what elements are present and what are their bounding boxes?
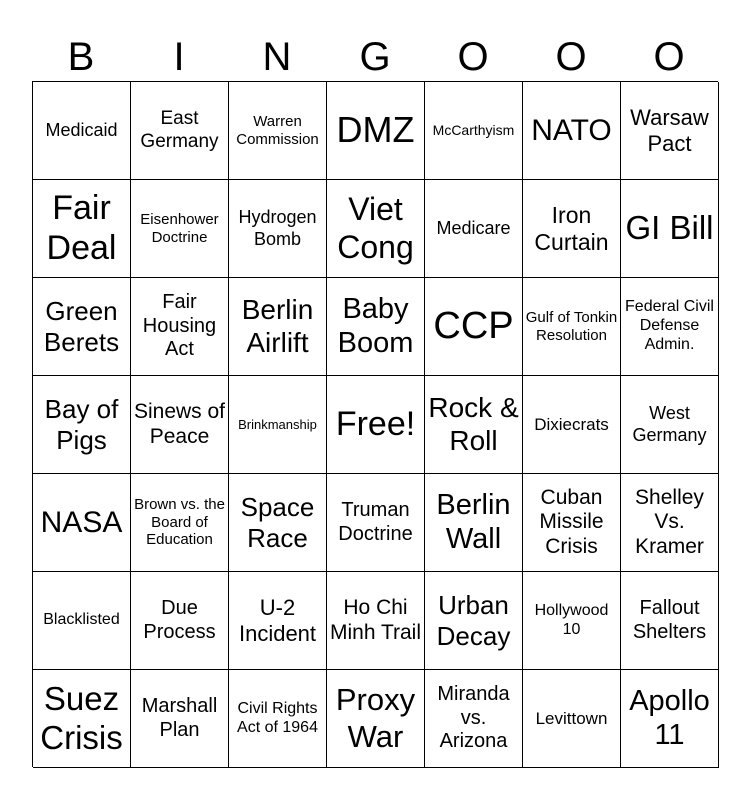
bingo-cell-label: Apollo 11 xyxy=(629,684,710,751)
bingo-cell-label: Berlin Airlift xyxy=(241,293,314,358)
bingo-cell-label: Fallout Shelters xyxy=(632,597,707,643)
bingo-cell[interactable] xyxy=(621,572,719,670)
header-letter-o: O xyxy=(653,35,685,79)
bingo-header xyxy=(32,34,718,80)
bingo-cell-label: DMZ xyxy=(336,109,415,151)
bingo-cell[interactable] xyxy=(131,670,229,768)
bingo-cell-label: U-2 Incident xyxy=(238,594,317,646)
bingo-cell-label: Cuban Missile Crisis xyxy=(539,485,604,558)
bingo-cell-label: Brown vs. the Board of Education xyxy=(134,496,225,549)
bingo-cell[interactable] xyxy=(621,474,719,572)
bingo-cell[interactable] xyxy=(425,474,523,572)
bingo-cell-label: Gulf of Tonkin Resolution xyxy=(525,308,618,344)
bingo-cell[interactable] xyxy=(425,278,523,376)
bingo-cell-label: Urban Decay xyxy=(436,590,511,651)
bingo-cell-label: Space Race xyxy=(240,492,315,553)
header-letter-o: O xyxy=(457,35,489,79)
bingo-cell[interactable] xyxy=(33,670,131,768)
bingo-cell-label: Truman Doctrine xyxy=(338,499,413,545)
bingo-cell-label: Free! xyxy=(335,404,416,443)
bingo-cell-label: Marshall Plan xyxy=(141,695,218,741)
bingo-cell-label: Eisenhower Doctrine xyxy=(140,210,219,246)
bingo-cell-label: Hydrogen Bomb xyxy=(238,207,317,249)
bingo-cell-label: Dixiecrats xyxy=(534,414,609,434)
bingo-cell[interactable] xyxy=(327,474,425,572)
bingo-cell-label: Ho Chi Minh Trail xyxy=(329,595,422,644)
bingo-cell-label: Viet Cong xyxy=(337,191,414,265)
bingo-cell[interactable] xyxy=(327,82,425,180)
bingo-cell[interactable] xyxy=(621,376,719,474)
bingo-cell-label: CCP xyxy=(433,305,514,348)
bingo-cell-label: Warsaw Pact xyxy=(630,104,709,156)
bingo-cell[interactable] xyxy=(33,572,131,670)
bingo-cell-label: Sinews of Peace xyxy=(133,399,226,448)
bingo-cell[interactable] xyxy=(33,376,131,474)
bingo-cell-label: East Germany xyxy=(140,108,219,152)
bingo-cell-label: Rock & Roll xyxy=(428,391,519,456)
bingo-cell-label: Berlin Wall xyxy=(436,488,511,555)
bingo-cell[interactable] xyxy=(621,278,719,376)
bingo-cell[interactable] xyxy=(621,670,719,768)
header-letter-g: G xyxy=(359,35,391,79)
bingo-cell[interactable] xyxy=(229,474,327,572)
bingo-cell[interactable] xyxy=(33,278,131,376)
bingo-cell[interactable] xyxy=(229,82,327,180)
bingo-cell[interactable] xyxy=(131,572,229,670)
bingo-cell[interactable] xyxy=(131,180,229,278)
bingo-cell[interactable] xyxy=(621,82,719,180)
bingo-cell[interactable] xyxy=(33,180,131,278)
bingo-cell[interactable] xyxy=(523,376,621,474)
header-letter-o: O xyxy=(555,35,587,79)
bingo-cell[interactable] xyxy=(131,82,229,180)
bingo-cell[interactable] xyxy=(229,670,327,768)
header-letter-i: I xyxy=(173,35,185,79)
bingo-cell[interactable] xyxy=(523,572,621,670)
bingo-cell[interactable] xyxy=(131,278,229,376)
bingo-cell-label: Warren Commission xyxy=(236,112,319,148)
bingo-cell-label: Iron Curtain xyxy=(534,201,609,255)
bingo-cell[interactable] xyxy=(523,278,621,376)
bingo-cell[interactable] xyxy=(131,474,229,572)
bingo-cell[interactable] xyxy=(229,180,327,278)
bingo-cell-label: Blacklisted xyxy=(43,611,120,629)
bingo-cell-label: Fair Deal xyxy=(46,188,117,267)
bingo-cell[interactable] xyxy=(523,82,621,180)
bingo-cell-label: Baby Boom xyxy=(337,292,414,359)
bingo-cell-label: McCarthyism xyxy=(432,122,515,139)
bingo-cell-label: Medicare xyxy=(436,217,511,238)
bingo-grid xyxy=(32,81,718,767)
bingo-cell-label: Brinkmanship xyxy=(238,416,317,432)
bingo-cell[interactable] xyxy=(425,376,523,474)
bingo-cell-label: West Germany xyxy=(632,403,707,445)
bingo-cell-label: GI Bill xyxy=(625,209,714,247)
bingo-cell-label: Shelley Vs. Kramer xyxy=(635,485,704,558)
bingo-cell[interactable] xyxy=(229,376,327,474)
bingo-cell[interactable] xyxy=(327,670,425,768)
bingo-cell[interactable] xyxy=(425,180,523,278)
bingo-cell-label: Levittown xyxy=(535,708,608,728)
bingo-cell[interactable] xyxy=(523,474,621,572)
header-letter-b: B xyxy=(67,35,95,79)
bingo-cell[interactable] xyxy=(33,82,131,180)
bingo-cell-label: Due Process xyxy=(143,597,216,643)
bingo-cell[interactable] xyxy=(327,180,425,278)
bingo-cell-label: Suez Crisis xyxy=(40,679,123,756)
bingo-cell[interactable] xyxy=(327,572,425,670)
bingo-cell-label: Civil Rights Act of 1964 xyxy=(237,699,318,736)
bingo-cell[interactable] xyxy=(327,278,425,376)
bingo-cell-label: Miranda vs. Arizona xyxy=(437,683,510,753)
bingo-cell-label: Proxy War xyxy=(335,682,416,754)
bingo-cell-label: Federal Civil Defense Admin. xyxy=(625,298,714,353)
bingo-cell[interactable] xyxy=(425,82,523,180)
bingo-cell[interactable] xyxy=(523,180,621,278)
bingo-cell[interactable] xyxy=(229,572,327,670)
bingo-cell[interactable] xyxy=(131,376,229,474)
bingo-cell-label: Hollywood 10 xyxy=(534,601,609,638)
bingo-cell[interactable] xyxy=(327,376,425,474)
bingo-cell-label: Medicaid xyxy=(45,119,118,140)
bingo-cell[interactable] xyxy=(425,670,523,768)
bingo-cell-label: NASA xyxy=(40,505,123,539)
bingo-cell-label: Fair Housing Act xyxy=(142,291,217,361)
bingo-cell[interactable] xyxy=(229,278,327,376)
header-letter-n: N xyxy=(262,35,292,79)
bingo-cell[interactable] xyxy=(621,180,719,278)
bingo-cell[interactable] xyxy=(425,572,523,670)
bingo-cell-label: NATO xyxy=(531,113,612,147)
bingo-cell-label: Green Berets xyxy=(43,296,120,357)
bingo-cell-label: Bay of Pigs xyxy=(44,394,119,455)
bingo-cell[interactable] xyxy=(33,474,131,572)
bingo-cell[interactable] xyxy=(523,670,621,768)
